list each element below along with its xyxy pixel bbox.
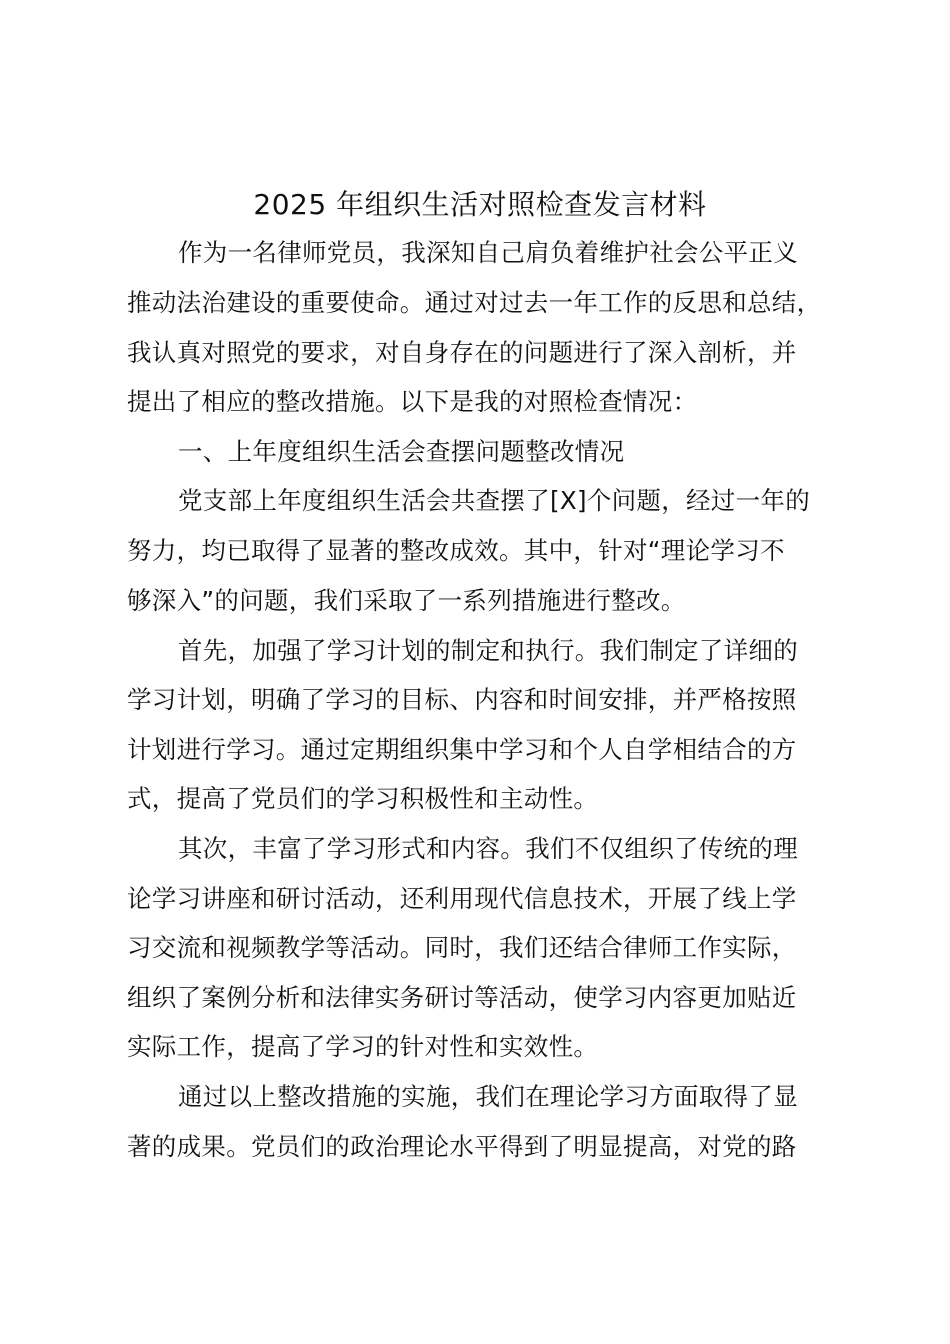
body-text-line: 学习计划，明确了学习的目标、内容和时间安排，并严格按照 xyxy=(127,685,797,714)
body-text-line: 提出了相应的整改措施。以下是我的对照检查情况： xyxy=(127,387,698,416)
body-text-line: 作为一名律师党员，我深知自己肩负着维护社会公平正义 xyxy=(178,238,798,267)
body-text-line: 式，提高了党员们的学习积极性和主动性。 xyxy=(127,784,599,813)
body-text-line: 论学习讲座和研讨活动，还利用现代信息技术，开展了线上学 xyxy=(127,884,797,913)
body-text-line: 我认真对照党的要求，对自身存在的问题进行了深入剖析，并 xyxy=(127,338,797,367)
body-text-line: 组织了案例分析和法律实务研讨等活动，使学习内容更加贴近 xyxy=(127,983,797,1012)
body-text-line: 推动法治建设的重要使命。通过对过去一年工作的反思和总结， xyxy=(127,288,822,317)
body-text-line: 努力，均已取得了显著的整改成效。其中，针对“理论学习不 xyxy=(127,536,785,565)
section-heading: 一、上年度组织生活会查摆问题整改情况 xyxy=(178,437,625,466)
body-text-line: 习交流和视频教学等活动。同时，我们还结合律师工作实际， xyxy=(127,933,797,962)
body-text-line: 实际工作，提高了学习的针对性和实效性。 xyxy=(127,1032,599,1061)
body-text-line: 首先，加强了学习计划的制定和执行。我们制定了详细的 xyxy=(178,636,798,665)
body-text-line: 通过以上整改措施的实施，我们在理论学习方面取得了显 xyxy=(178,1082,798,1111)
body-text-line: 其次，丰富了学习形式和内容。我们不仅组织了传统的理 xyxy=(178,834,798,863)
body-text-line: 计划进行学习。通过定期组织集中学习和个人自学相结合的方 xyxy=(127,735,797,764)
body-text-line: 够深入”的问题，我们采取了一系列措施进行整改。 xyxy=(127,586,686,615)
body-text-line: 党支部上年度组织生活会共查摆了[X]个问题，经过一年的 xyxy=(178,486,810,515)
document-title: 2025 年组织生活对照检查发言材料 xyxy=(253,188,707,221)
body-text-line: 著的成果。党员们的政治理论水平得到了明显提高，对党的路 xyxy=(127,1132,797,1161)
